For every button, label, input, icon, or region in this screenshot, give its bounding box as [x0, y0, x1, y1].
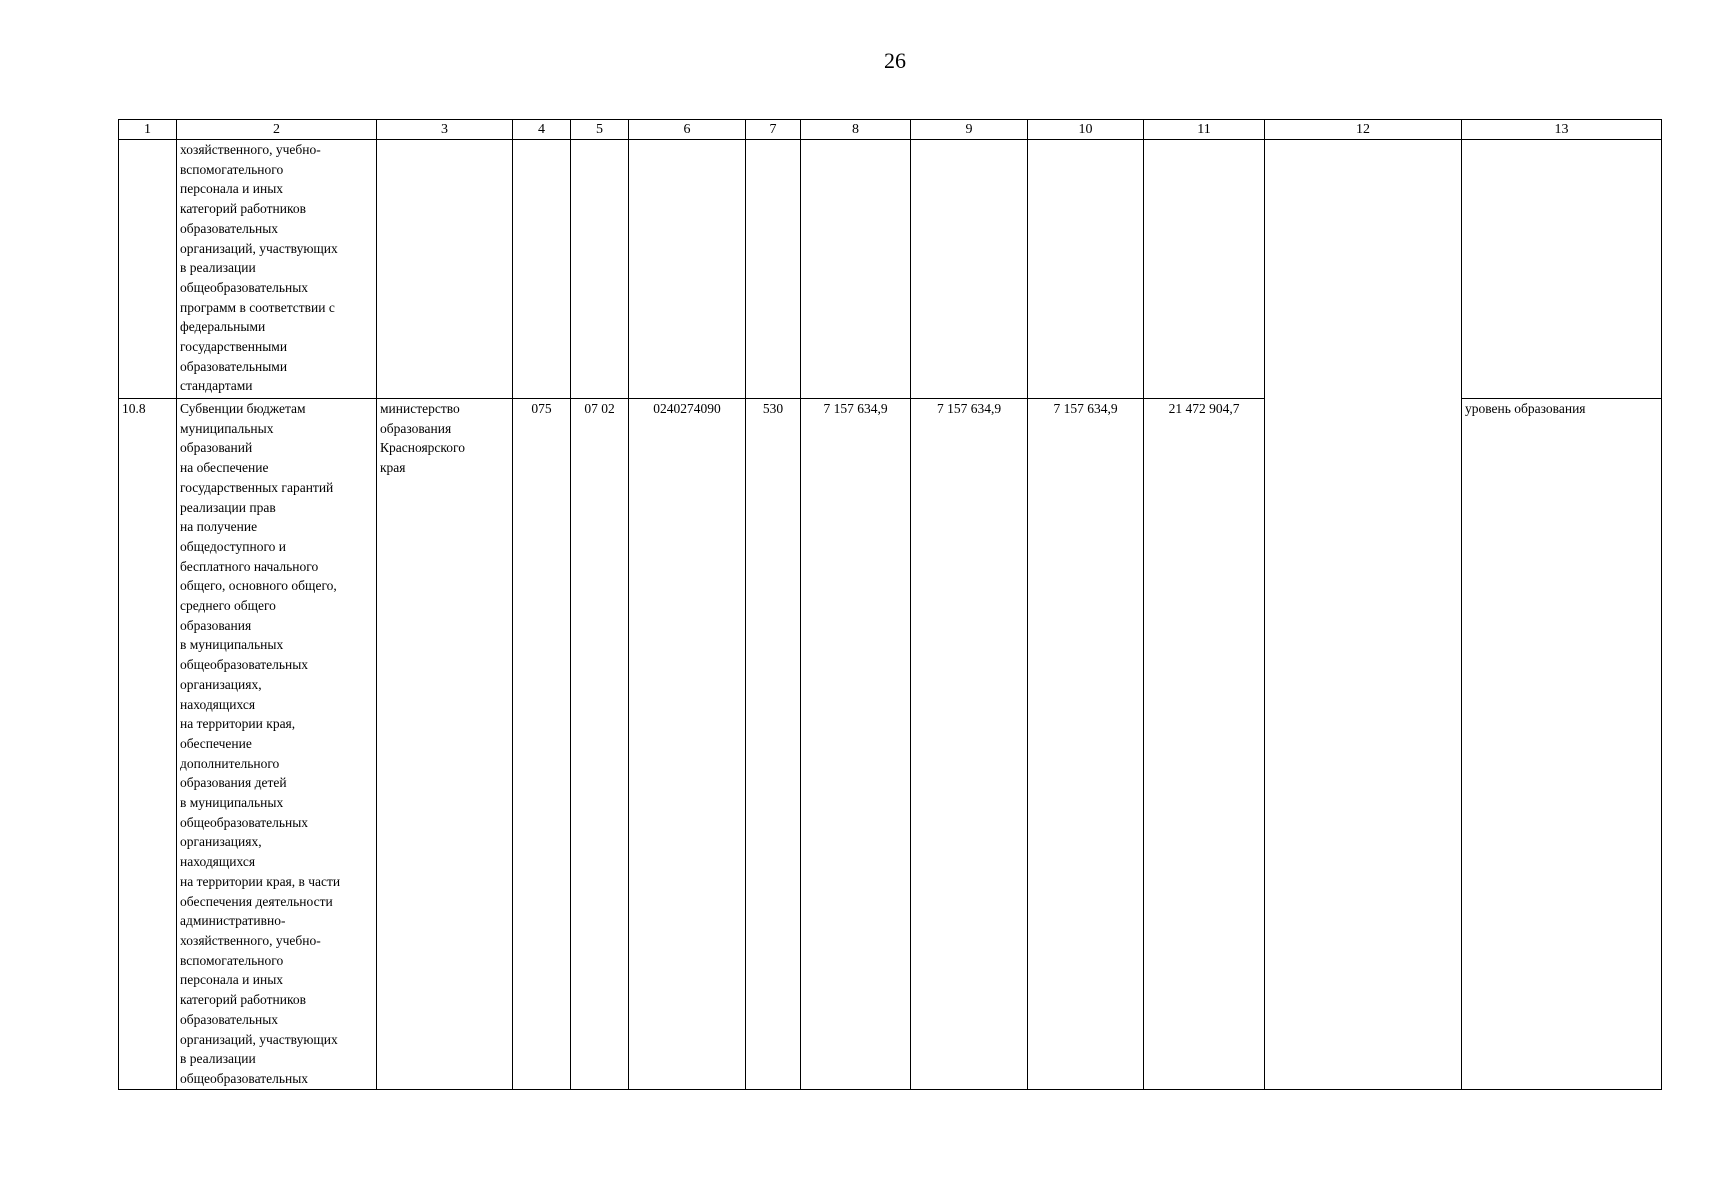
cell-code-target: 0240274090	[629, 399, 746, 1090]
cell-code-target	[629, 140, 746, 399]
column-header: 7	[746, 120, 801, 140]
cell-administrator	[377, 140, 513, 399]
cell-description: хозяйственного, учебно- вспомогательного персонала и иных категорий работников образовательных организаций, участвующих в реализации общеобразовательных программ в соответствии с федеральными государственными образовательными стандартами	[177, 140, 377, 399]
column-header: 12	[1265, 120, 1462, 140]
cell-number: 10.8	[119, 399, 177, 1090]
column-header: 2	[177, 120, 377, 140]
cell-amount-year2	[911, 140, 1028, 399]
column-header: 11	[1144, 120, 1265, 140]
cell-amount-year1	[801, 140, 911, 399]
table-header-row	[119, 120, 1662, 140]
cell-amount-year1: 7 157 634,9	[801, 399, 911, 1090]
cell-col12-merged	[1265, 140, 1462, 1090]
column-header: 6	[629, 120, 746, 140]
page-number: 26	[884, 48, 906, 73]
cell-number	[119, 140, 177, 399]
cell-code-grbs	[513, 140, 571, 399]
cell-code-grbs: 075	[513, 399, 571, 1090]
cell-description: Субвенции бюджетам муниципальных образований на обеспечение государственных гарантий реализации прав на получение общедоступного и бесплатного начального общего, основного общего, среднего общего образования в муниципальных общеобразовательных организациях, находящихся на территории края, обеспечение дополнительного образования детей в муниципальных общеобразовательных организациях, находящихся на территории края, в части обеспечения деятельности административно- хозяйственного, учебно- вспомогательного персонала и иных категорий работников образовательных организаций, участвующих в реализации общеобразовательных	[177, 399, 377, 1090]
cell-administrator: министерство образования Красноярского края	[377, 399, 513, 1090]
column-header: 3	[377, 120, 513, 140]
column-header: 9	[911, 120, 1028, 140]
column-header: 1	[119, 120, 177, 140]
cell-code-section	[571, 140, 629, 399]
cell-amount-year3	[1028, 140, 1144, 399]
cell-code-section: 07 02	[571, 399, 629, 1090]
column-header: 13	[1462, 120, 1662, 140]
cell-code-type: 530	[746, 399, 801, 1090]
cell-amount-year2: 7 157 634,9	[911, 399, 1028, 1090]
cell-amount-total: 21 472 904,7	[1144, 399, 1265, 1090]
column-header: 8	[801, 120, 911, 140]
cell-amount-year3: 7 157 634,9	[1028, 399, 1144, 1090]
table-row	[119, 140, 1662, 399]
column-header: 5	[571, 120, 629, 140]
cell-amount-total	[1144, 140, 1265, 399]
column-header: 4	[513, 120, 571, 140]
column-header: 10	[1028, 120, 1144, 140]
cell-result	[1462, 140, 1662, 399]
cell-result: уровень образования	[1462, 399, 1662, 1090]
cell-code-type	[746, 140, 801, 399]
budget-table	[118, 119, 1662, 1090]
